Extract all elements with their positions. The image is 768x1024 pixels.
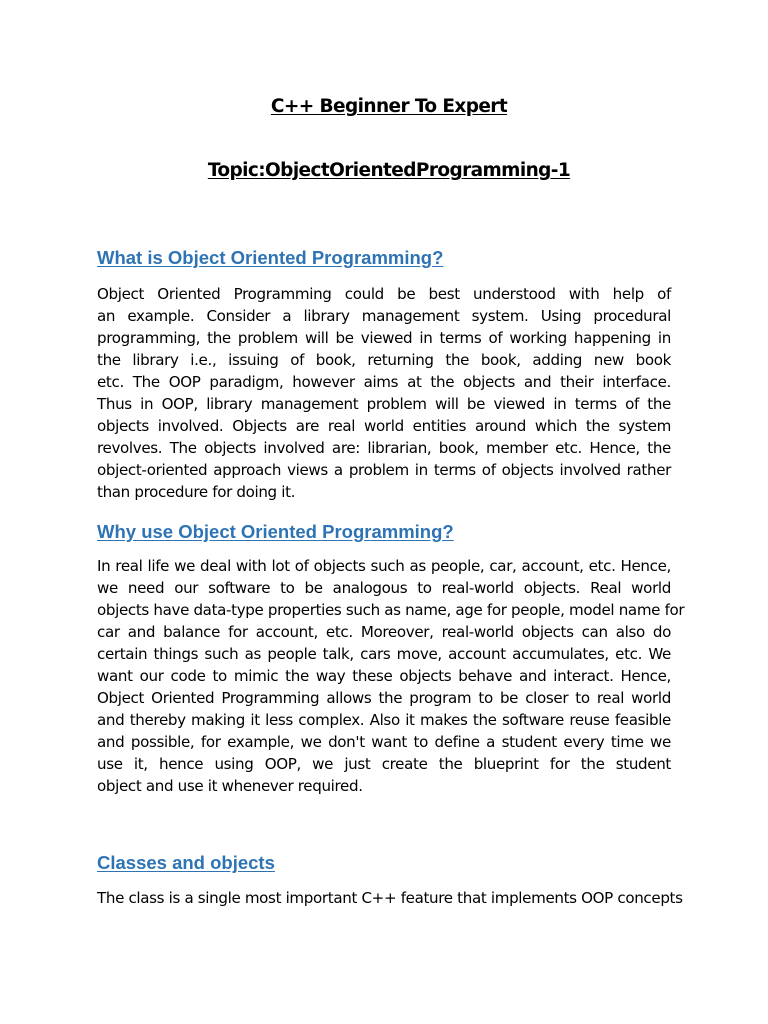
document-topic: Topic:ObjectOrientedProgramming-1 bbox=[207, 160, 571, 181]
paragraph-line: programming, the problem will be viewed in terms of working happening in bbox=[97, 329, 671, 347]
section-paragraph-why-use-oop bbox=[97, 555, 685, 797]
document-title: C++ Beginner To Expert bbox=[270, 96, 508, 117]
paragraph-line: In real life we deal with lot of objects such as people, car, account, etc. Hence, bbox=[97, 557, 671, 575]
paragraph-line: objects involved. Objects are real world entities around which the system bbox=[97, 417, 671, 435]
paragraph-line: the library i.e., issuing of book, returning the book, adding new book bbox=[97, 351, 671, 369]
section-paragraph-classes-and-objects bbox=[97, 887, 683, 909]
paragraph-line: The class is a single most important C++ feature that implements OOP concepts bbox=[97, 889, 683, 907]
paragraph-line: and possible, for example, we don't want to define a student every time we bbox=[97, 733, 671, 751]
paragraph-line: object-oriented approach views a problem in terms of objects involved rather bbox=[97, 461, 671, 479]
paragraph-line: object and use it whenever required. bbox=[97, 777, 363, 795]
section-heading-why-use-oop: Why use Object Oriented Programming? bbox=[97, 521, 454, 542]
paragraph-line: and thereby making it less complex. Also it makes the software reuse feasible bbox=[97, 711, 671, 729]
paragraph-line: objects have data-type properties such as name, age for people, model name for bbox=[97, 601, 685, 619]
section-paragraph-what-is-oop bbox=[97, 283, 671, 503]
paragraph-line: than procedure for doing it. bbox=[97, 483, 296, 501]
paragraph-line: car and balance for account, etc. Moreover, real-world objects can also do bbox=[97, 623, 671, 641]
paragraph-line: revolves. The objects involved are: librarian, book, member etc. Hence, the bbox=[97, 439, 671, 457]
paragraph-line: use it, hence using OOP, we just create the blueprint for the student bbox=[97, 755, 671, 773]
paragraph-line: etc. The OOP paradigm, however aims at the objects and their interface. bbox=[97, 373, 671, 391]
paragraph-line: certain things such as people talk, cars move, account accumulates, etc. We bbox=[97, 645, 671, 663]
paragraph-line: Object Oriented Programming could be best understood with help of bbox=[97, 285, 671, 303]
section-heading-what-is-oop: What is Object Oriented Programming? bbox=[97, 247, 444, 268]
section-heading-classes-and-objects: Classes and objects bbox=[97, 852, 275, 873]
paragraph-line: Object Oriented Programming allows the program to be closer to real world bbox=[97, 689, 671, 707]
paragraph-line: want our code to mimic the way these objects behave and interact. Hence, bbox=[97, 667, 671, 685]
paragraph-line: we need our software to be analogous to real-world objects. Real world bbox=[97, 579, 671, 597]
paragraph-line: Thus in OOP, library management problem will be viewed in terms of the bbox=[97, 395, 671, 413]
paragraph-line: an example. Consider a library management system. Using procedural bbox=[97, 307, 671, 325]
